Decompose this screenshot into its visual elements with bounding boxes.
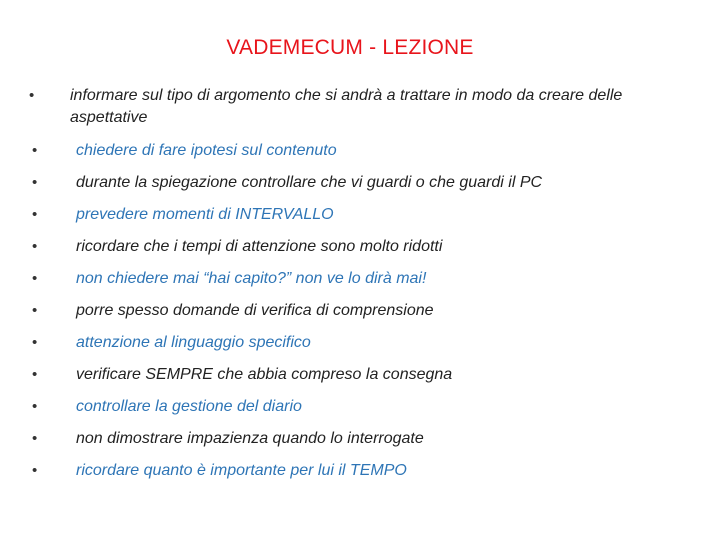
bullet-dot: • [32, 270, 38, 287]
bullet-dot: • [32, 142, 38, 159]
list-item-text: chiedere di fare ipotesi sul contenuto [76, 142, 337, 159]
list-item-text: informare sul tipo di argomento che si andrà a trattare in modo da creare delle aspettative [70, 87, 623, 126]
list-item-text: non chiedere mai “hai capito?” non ve lo dirà mai! [76, 270, 427, 287]
bullet-dot: • [32, 206, 38, 223]
list-item-text: verificare SEMPRE che abbia compreso la consegna [76, 366, 453, 383]
list-item-text: attenzione al linguaggio specifico [76, 334, 311, 351]
list-item-text: prevedere momenti di INTERVALLO [76, 206, 334, 223]
bullet-dot: • [29, 87, 35, 104]
list-item-text: controllare la gestione del diario [76, 398, 302, 415]
list-item-text: porre spesso domande di verifica di comprensione [76, 302, 434, 319]
bullet-dot: • [32, 430, 38, 447]
list-item-text: ricordare che i tempi di attenzione sono molto ridotti [76, 238, 443, 255]
list-item-text: non dimostrare impazienza quando lo interrogate [76, 430, 424, 447]
bullet-dot: • [32, 462, 38, 479]
bullet-dot: • [32, 238, 38, 255]
slide-title: VADEMECUM - LEZIONE [226, 36, 474, 59]
bullet-dot: • [32, 366, 38, 383]
list-item-text: durante la spiegazione controllare che vi guardi o che guardi il PC [76, 174, 543, 191]
bullet-dot: • [32, 334, 38, 351]
bullet-dot: • [32, 174, 38, 191]
bullet-dot: • [32, 302, 38, 319]
bullet-dot: • [32, 398, 38, 415]
list-item-text: ricordare quanto è importante per lui il TEMPO [76, 462, 407, 479]
